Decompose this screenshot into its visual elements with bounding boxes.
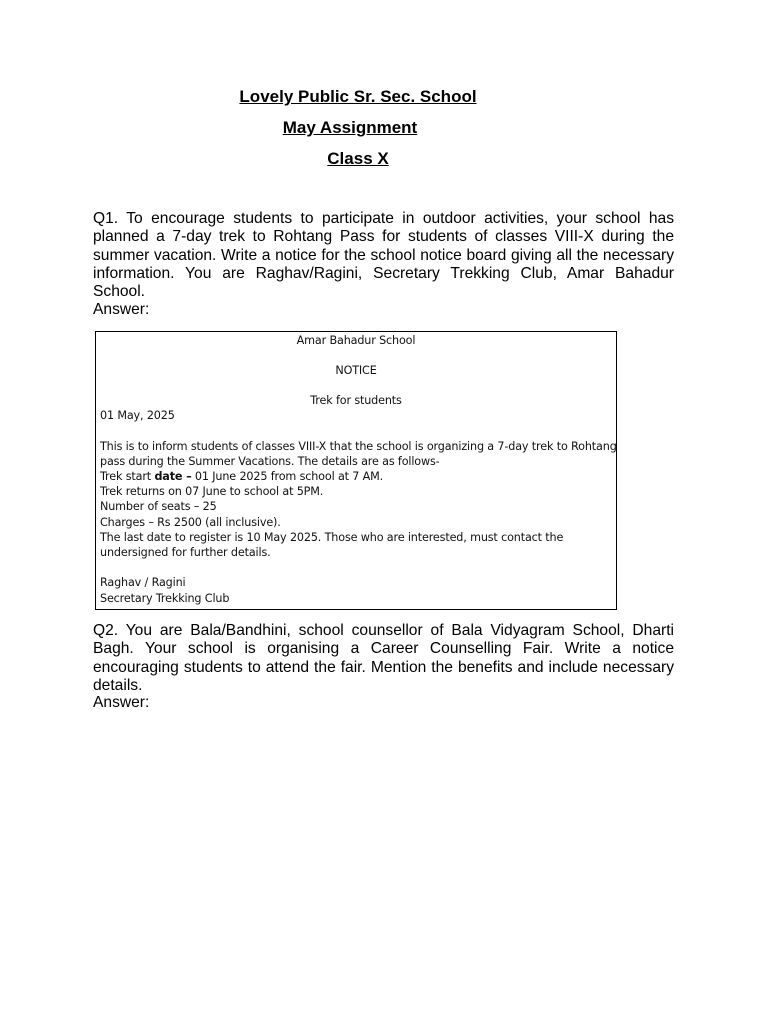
notice-subject: Trek for students [310,394,402,407]
notice-body-line: This is to inform students of classes VIII-X that the school is organizing a 7-day trek to Rohtang [100,440,617,453]
notice-charges: Charges – Rs 2500 (all inclusive). [100,516,281,529]
class-title: Class X [327,149,389,168]
notice-last-date: The last date to register is 10 May 2025. Those who are interested, must contact the [100,531,564,544]
trek-start-rest: 01 June 2025 from school at 7 AM. [191,470,384,483]
notice-last-date-cont: undersigned for further details. [100,546,271,559]
notice-heading: NOTICE [335,364,377,377]
notice-answer-box [95,331,617,610]
answer-label-2: Answer: [93,694,150,711]
notice-trek-start [100,470,383,484]
question-1: Q1. To encourage students to participate in outdoor activities, your school has planned a 7-day trek to Rohtang Pass for students of classes VIII-X during the summer vacation. Write a notice for the school notice board giving all the necessary information. You are Raghav/Ragini, Secretary Trekking Club, Amar Bahadur School. [93,210,674,301]
notice-seats: Number of seats – 25 [100,500,217,513]
notice-trek-returns: Trek returns on 07 June to school at 5PM. [100,485,324,498]
question-2: Q2. You are Bala/Bandhini, school counsellor of Bala Vidyagram School, Dharti Bagh. Your school is organising a Career Counselling Fair. Write a notice encouraging students to attend the fair. Mention the benefits and include necessary details. [93,622,674,694]
school-title: Lovely Public Sr. Sec. School [239,87,477,106]
notice-signatory-title: Secretary Trekking Club [100,592,230,605]
trek-start-prefix: Trek start [100,470,155,483]
assignment-title: May Assignment [282,118,418,137]
notice-school-name: Amar Bahadur School [296,334,416,347]
notice-body-line: pass during the Summer Vacations. The details are as follows- [100,455,440,468]
notice-date: 01 May, 2025 [100,409,175,422]
answer-label-1: Answer: [93,301,150,318]
trek-start-bold: date – [154,470,192,483]
notice-signatory-name: Raghav / Ragini [100,576,186,589]
